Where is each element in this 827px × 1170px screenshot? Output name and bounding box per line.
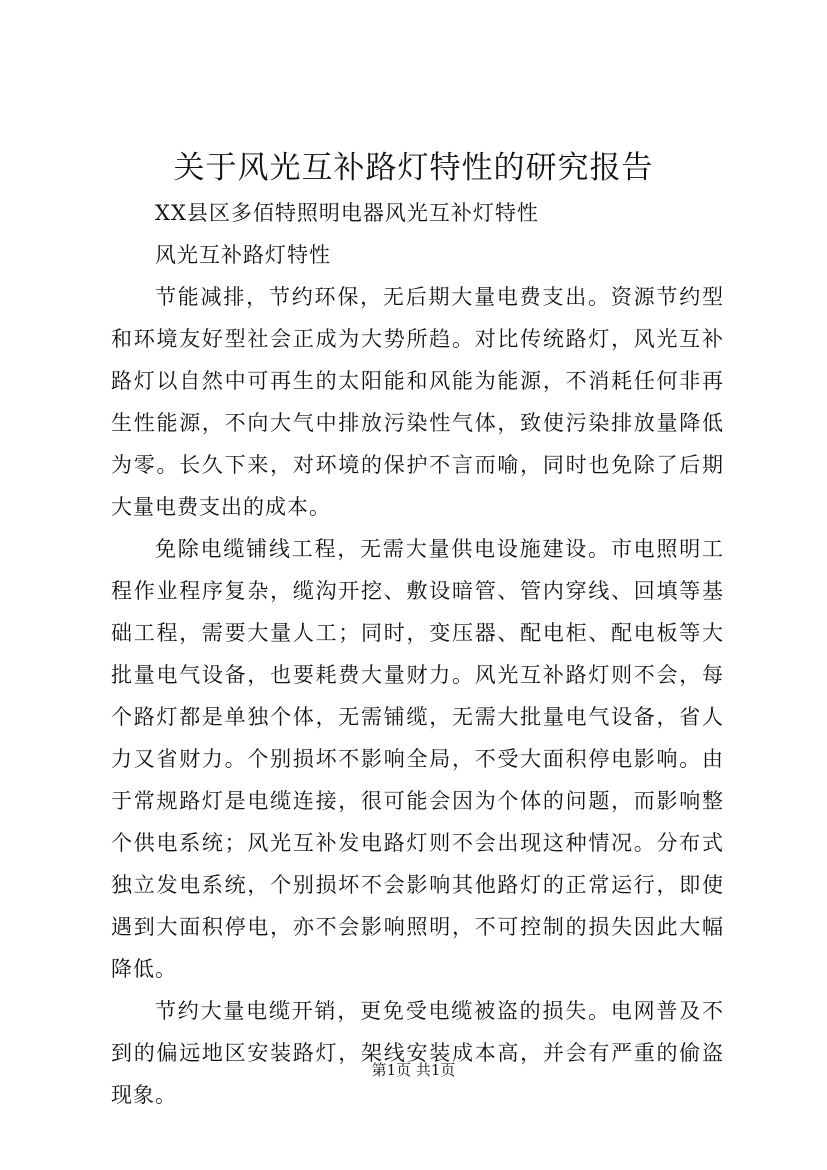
document-body	[111, 192, 724, 1116]
paragraph-3: 节约大量电缆开销，更免受电缆被盗的损失。电网普及不到的偏远地区安装路灯，架线安装成本高，并会有严重的偷盗现象。	[111, 999, 724, 1107]
subtitle-line-2: 风光互补路灯特性	[155, 243, 331, 267]
subtitle-line-1: XX县区多佰特照明电器风光互补灯特性	[155, 201, 539, 225]
paragraph-1: 节能减排，节约环保，无后期大量电费支出。资源节约型和环境友好型社会正成为大势所趋。对比传统路灯，风光互补路灯以自然中可再生的太阳能和风能为能源，不消耗任何非再生性能源，不向大气中排放污染性气体，致使污染排放量降低为零。长久下来，对环境的保护不言而喻，同时也免除了后期大量电费支出的成本。	[111, 285, 724, 519]
page-footer: 第1页 共1页	[371, 1061, 456, 1079]
paragraph-2: 免除电缆铺线工程，无需大量供电设施建设。市电照明工程作业程序复杂，缆沟开挖、敷设暗管、管内穿线、回填等基础工程，需要大量人工；同时，变压器、配电柜、配电板等大批量电气设备，也要耗费大量财力。风光互补路灯则不会，每个路灯都是单独个体，无需铺缆，无需大批量电气设备，省人力又省财力。个别损坏不影响全局，不受大面积停电影响。由于常规路灯是电缆连接，很可能会因为个体的问题，而影响整个供电系统；风光互补发电路灯则不会出现这种情况。分布式独立发电系统，个别损坏不会影响其他路灯的正常运行，即使遇到大面积停电，亦不会影响照明，不可控制的损失因此大幅降低。	[111, 537, 724, 981]
document-title: 关于风光互补路灯特性的研究报告	[173, 150, 654, 186]
